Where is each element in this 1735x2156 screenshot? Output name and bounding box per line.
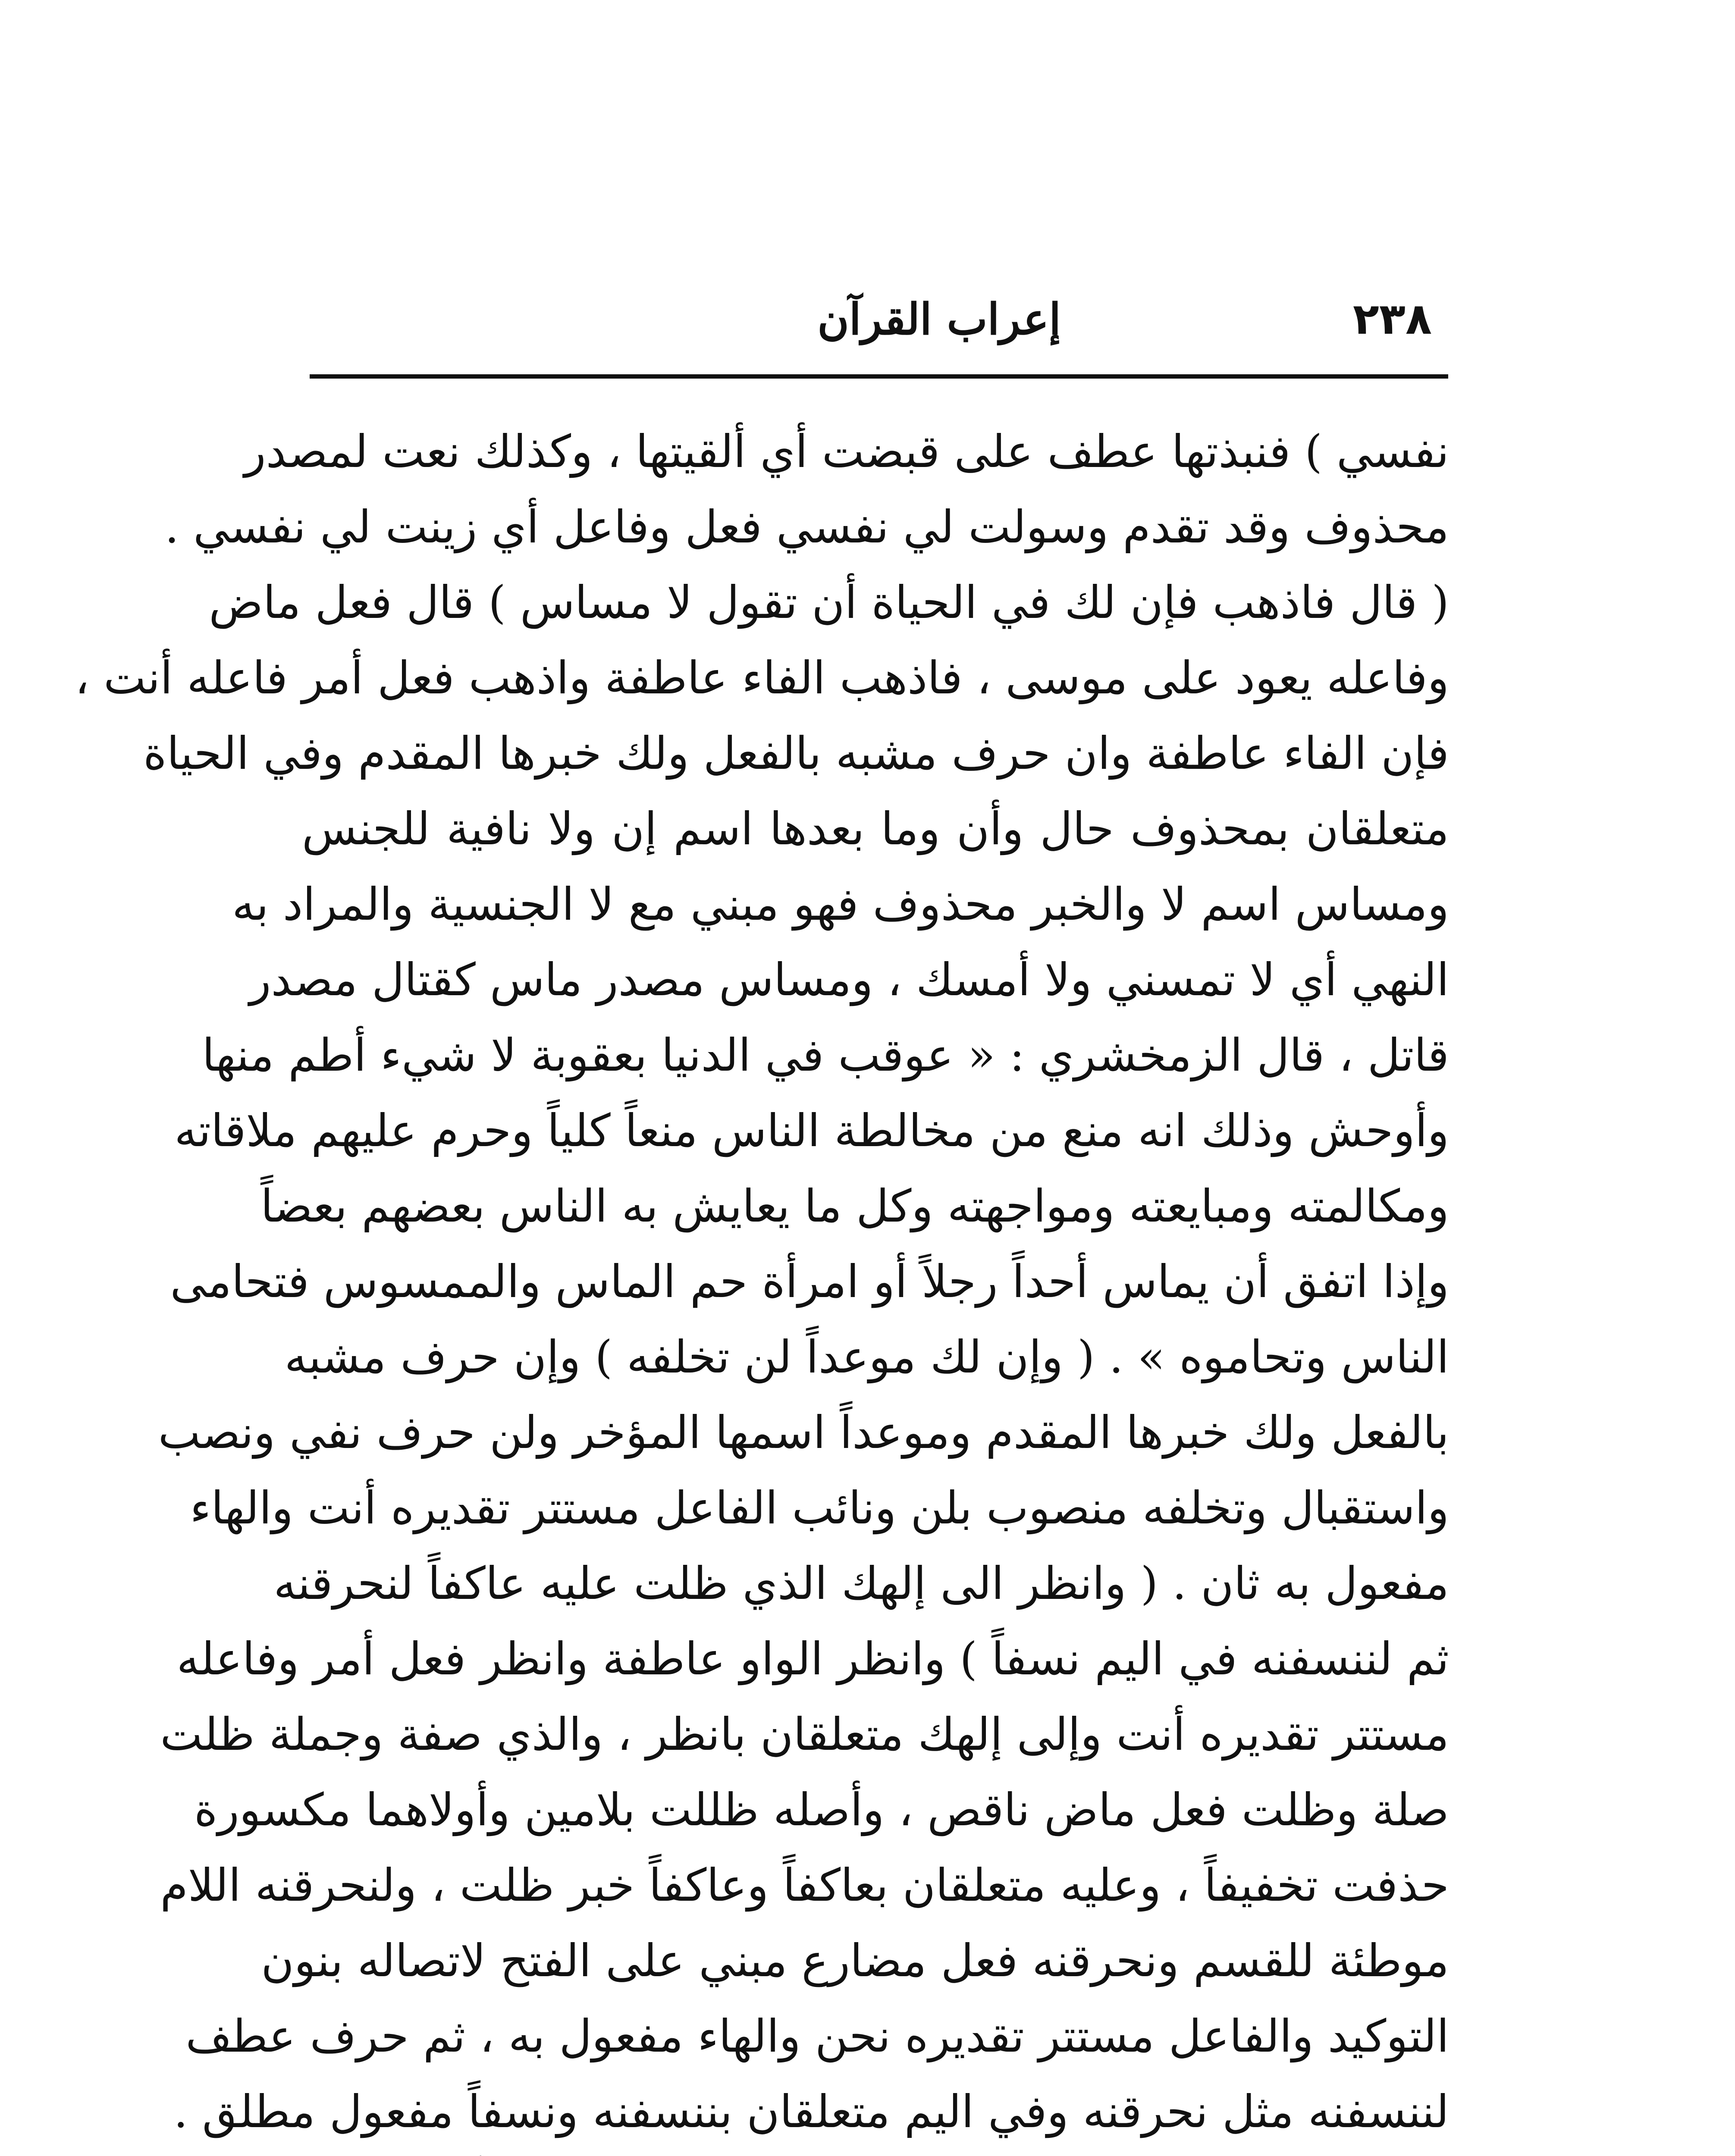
text-line: النهي أي لا تمسني ولا أمسك ، ومساس مصدر ماس كقتال مصدر — [249, 953, 1449, 1006]
page-number: ٢٣٨ — [1352, 294, 1432, 344]
text-line: مستتر تقديره أنت وإلى إلهك متعلقان بانظر ، والذي صفة وجملة ظلت — [160, 1708, 1449, 1761]
text-line: حذفت تخفيفاً ، وعليه متعلقان بعاكفاً وعاكفاً خبر ظلت ، ولنحرقنه اللام — [160, 1859, 1449, 1912]
text-line: قاتل ، قال الزمخشري : « عوقب في الدنيا بعقوبة لا شيء أطم منها — [202, 1029, 1449, 1081]
header-divider — [310, 374, 1448, 379]
text-line: الناس وتحاموه » . ( وإن لك موعداً لن تخلفه ) وإن حرف مشبه — [284, 1331, 1449, 1383]
text-line: واستقبال وتخلفه منصوب بلن ونائب الفاعل مستتر تقديره أنت والهاء — [190, 1482, 1449, 1534]
text-line: ثم لننسفنه في اليم نسفاً ) وانظر الواو عاطفة وانظر فعل أمر وفاعله — [176, 1633, 1449, 1685]
text-line: وإذا اتفق أن يماس أحداً رجلاً أو امرأة حم الماس والممسوس فتحامى — [170, 1255, 1449, 1308]
text-line: صلة وظلت فعل ماض ناقص ، وأصله ظللت بلامين وأولاهما مكسورة — [194, 1783, 1449, 1836]
text-line: فإن الفاء عاطفة وان حرف مشبه بالفعل ولك خبرها المقدم وفي الحياة — [143, 727, 1449, 780]
text-line — [302, 2150, 1449, 2156]
text-line: ومكالمته ومبايعته ومواجهته وكل ما يعايش به الناس بعضهم بعضاً — [260, 1180, 1449, 1232]
text-line: متعلقان بمحذوف حال وأن وما بعدها اسم إن ولا نافية للجنس — [302, 802, 1449, 855]
running-title: إعراب القرآن — [817, 294, 1061, 345]
text-line: محذوف وقد تقدم وسولت لي نفسي فعل وفاعل أي زينت لي نفسي . — [164, 501, 1449, 553]
page-header — [302, 276, 1432, 362]
text-line: لننسفنه مثل نحرقنه وفي اليم متعلقان بننسفنه ونسفاً مفعول مطلق . — [173, 2085, 1449, 2138]
text-line: وفاعله يعود على موسى ، فاذهب الفاء عاطفة واذهب فعل أمر فاعله أنت ، — [75, 652, 1449, 704]
text-line: ومساس اسم لا والخبر محذوف فهو مبني مع لا الجنسية والمراد به — [232, 878, 1449, 931]
text-line: ( قال فاذهب فإن لك في الحياة أن تقول لا مساس ) قال فعل ماض — [209, 576, 1449, 629]
text-line: بالفعل ولك خبرها المقدم وموعداً اسمها المؤخر ولن حرف نفي ونصب — [158, 1406, 1449, 1459]
text-line: وأوحش وذلك انه منع من مخالطة الناس منعاً كلياً وحرم عليهم ملاقاته — [174, 1104, 1449, 1157]
body-text — [75, 414, 1449, 2156]
text-line: موطئة للقسم ونحرقنه فعل مضارع مبني على الفتح لاتصاله بنون — [261, 1934, 1449, 1987]
text-line: التوكيد والفاعل مستتر تقديره نحن والهاء مفعول به ، ثم حرف عطف — [185, 2010, 1449, 2062]
text-line: مفعول به ثان . ( وانظر الى إلهك الذي ظلت عليه عاكفاً لنحرقنه — [273, 1557, 1449, 1610]
text-line: نفسي ) فنبذتها عطف على قبضت أي ألقيتها ، وكذلك نعت لمصدر — [244, 425, 1449, 478]
